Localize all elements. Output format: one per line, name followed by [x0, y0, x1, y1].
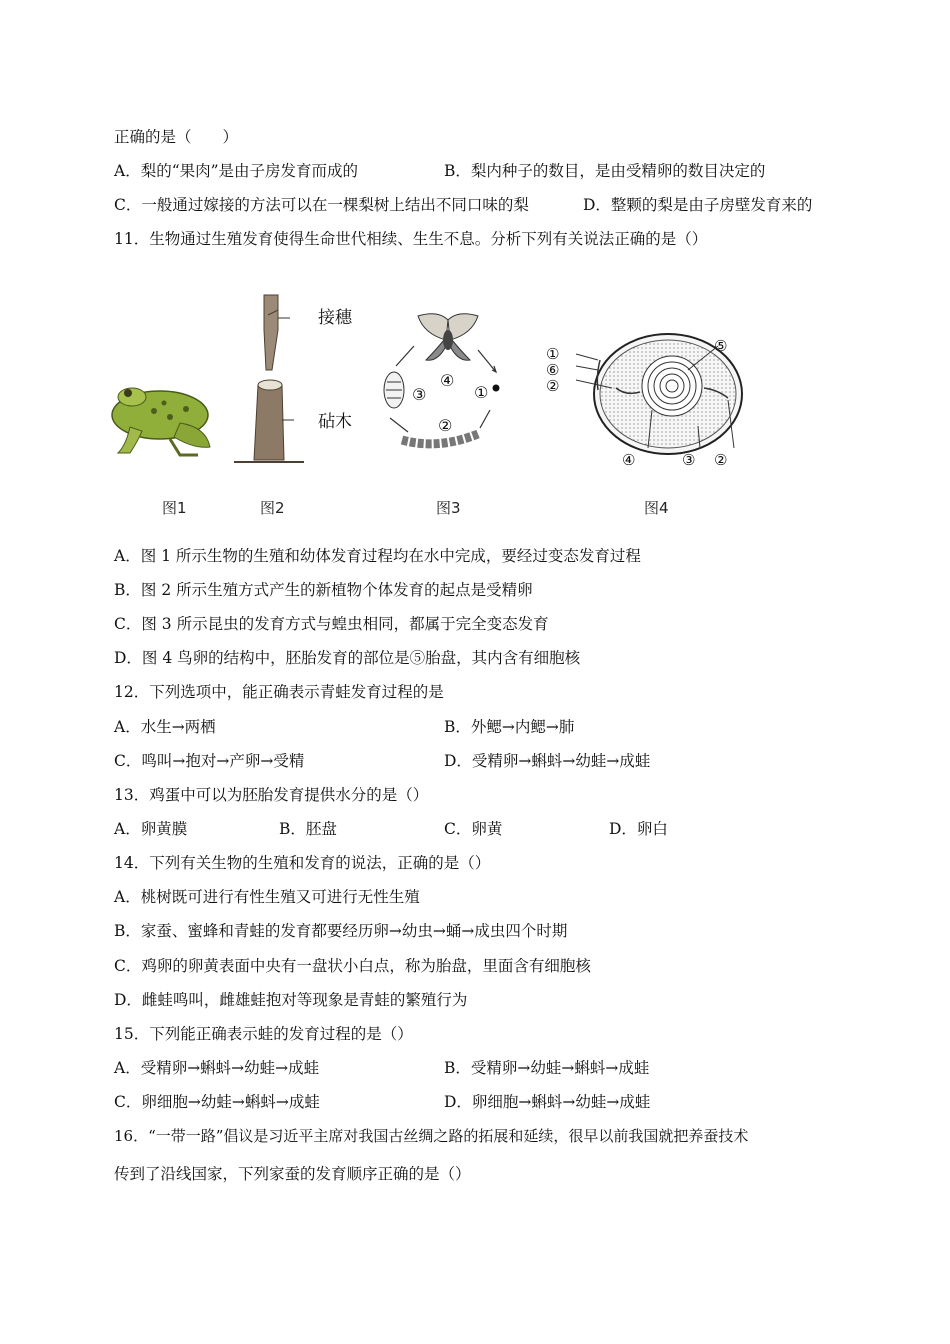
q12-option-a: A．水生→两栖 — [114, 718, 216, 736]
q12-option-d: D．受精卵→蝌蚪→幼蛙→成蛙 — [444, 752, 651, 770]
q10-option-a: A．梨的“果肉”是由子房发育而成的 — [114, 162, 359, 180]
fig4-label-5: ⑤ — [714, 337, 728, 355]
fig3-label-1: ① — [474, 383, 489, 402]
fig4-label-2-right: ② — [714, 451, 728, 469]
caption-fig1: 图1 — [162, 499, 187, 517]
q13-option-c: C．卵黄 — [444, 820, 503, 838]
q11-stem: 11．生物通过生殖发育使得生命世代相续、生生不息。分析下列有关说法正确的是（） — [114, 230, 708, 248]
q12-option-b: B．外鳃→内鳃→肺 — [444, 718, 575, 736]
fig3-label-4: ④ — [440, 371, 455, 390]
q16-stem-line1: 16．“一带一路”倡议是习近平主席对我国古丝绸之路的拓展和延续，很早以前我国就把养蚕技术 — [114, 1127, 749, 1145]
q15-option-c: C．卵细胞→幼蛙→蝌蚪→成蛙 — [114, 1093, 320, 1111]
fig4-label-3: ③ — [682, 451, 696, 469]
q14-option-b: B．家蚕、蜜蜂和青蛙的发育都要经历卵→幼虫→蛹→成虫四个时期 — [114, 922, 568, 940]
q16-stem-line2: 传到了沿线国家，下列家蚕的发育顺序正确的是（） — [114, 1165, 471, 1183]
q13-stem: 13．鸡蛋中可以为胚胎发育提供水分的是（） — [114, 786, 429, 804]
grafting-illustration — [228, 290, 308, 470]
caption-fig2: 图2 — [260, 499, 285, 517]
q14-option-c: C．鸡卵的卵黄表面中央有一盘状小白点，称为胎盘，里面含有细胞核 — [114, 957, 591, 975]
fig4-label-6: ⑥ — [546, 361, 560, 379]
fig4-label-1: ① — [546, 345, 560, 363]
q14-option-d: D．雌蛙鸣叫，雌雄蛙抱对等现象是青蛙的繁殖行为 — [114, 991, 468, 1009]
q15-option-a: A．受精卵→蝌蚪→幼蛙→成蛙 — [114, 1059, 320, 1077]
q12-option-c: C．鸣叫→抱对→产卵→受精 — [114, 752, 305, 770]
q14-stem: 14．下列有关生物的生殖和发育的说法，正确的是（） — [114, 854, 491, 872]
caption-fig3: 图3 — [436, 499, 461, 517]
q11-option-a: A．图 1 所示生物的生殖和幼体发育过程均在水中完成，要经过变态发育过程 — [114, 547, 641, 565]
q13-option-a: A．卵黄膜 — [114, 820, 188, 838]
frog-illustration — [110, 375, 220, 465]
scion-label: 接穗 — [318, 308, 352, 328]
q11-figures — [110, 285, 750, 525]
q15-stem: 15．下列能正确表示蛙的发育过程的是（） — [114, 1025, 413, 1043]
rootstock-label: 砧木 — [318, 412, 352, 432]
q14-option-a: A．桃树既可进行有性生殖又可进行无性生殖 — [114, 888, 420, 906]
q10-option-c: C．一般通过嫁接的方法可以在一棵梨树上结出不同口味的梨 — [114, 196, 529, 214]
q10-option-d: D．整颗的梨是由子房壁发育来的 — [583, 196, 813, 214]
q11-option-c: C．图 3 所示昆虫的发育方式与蝗虫相同，都属于完全变态发育 — [114, 615, 549, 633]
fig3-label-3: ③ — [412, 385, 427, 404]
caption-fig4: 图4 — [644, 499, 669, 517]
fig4-label-4: ④ — [622, 451, 636, 469]
q15-option-b: B．受精卵→幼蛙→蝌蚪→成蛙 — [444, 1059, 650, 1077]
q13-option-b: B．胚盘 — [279, 820, 337, 838]
q10-option-b: B．梨内种子的数目，是由受精卵的数目决定的 — [444, 162, 766, 180]
q10-tail: 正确的是（ ） — [114, 128, 239, 146]
q12-stem: 12．下列选项中，能正确表示青蛙发育过程的是 — [114, 683, 444, 701]
q15-option-d: D．卵细胞→蝌蚪→幼蛙→成蛙 — [444, 1093, 651, 1111]
fig4-label-2-left: ② — [546, 377, 560, 395]
fig3-label-2: ② — [438, 416, 453, 435]
q11-option-d: D．图 4 鸟卵的结构中，胚胎发育的部位是⑤胎盘，其内含有细胞核 — [114, 649, 581, 667]
q13-option-d: D．卵白 — [609, 820, 668, 838]
q11-option-b: B．图 2 所示生殖方式产生的新植物个体发育的起点是受精卵 — [114, 581, 533, 599]
